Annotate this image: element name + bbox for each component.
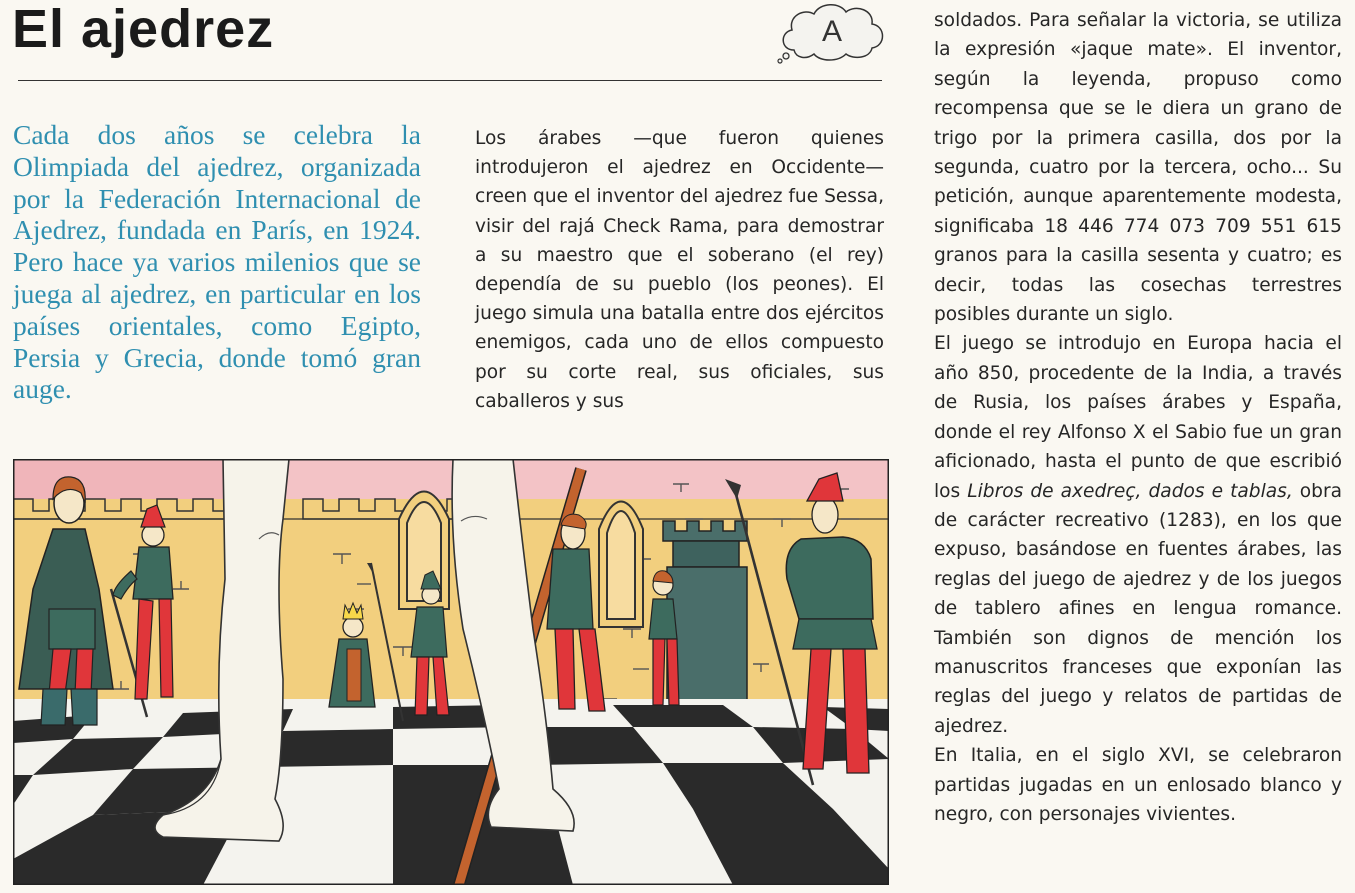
- column-2-paragraph: Los árabes —que fueron quienes introdujeron el ajedrez en Occidente— creen que el inventor del ajedrez fue Sessa, visir del rajá Check Rama, para demostrar a su maestro que el soberano (el rey) dependía de su pueblo (los peones). El juego simula una batalla entre dos ejércitos enemigos, cada uno de ellos compuesto por su corte real, sus oficiales, sus caballeros y sus: [475, 128, 884, 412]
- intro-paragraph: Cada dos años se celebra la Olimpiada del ajedrez, organizada por la Federación Internacional de Ajedrez, fundada en París, en 1924. Pero hace ya varios milenios que se juega al ajedrez, en particular en los países orientales, como Egipto, Persia y Grecia, donde tomó gran auge.: [13, 119, 421, 405]
- column-3-paragraph-1: soldados. Para señalar la victoria, se utiliza la expresión «jaque mate». El inventor, según la leyenda, propuso como recompensa que se le diera un grano de trigo por la primera casilla, dos por la segunda, cuatro por la tercera, ocho... Su petición, aunque aparentemente modesta, significaba 18 446 774 073 709 551 615 granos para la casilla sesenta y cuatro; es decir, todas las cosechas terrestres posibles durante un siglo.: [934, 10, 1342, 326]
- book-title: Libros de axedreç, dados e tablas,: [967, 480, 1293, 502]
- column-3-paragraph-3: En Italia, en el siglo XVI, se celebraron partidas jugadas en un enlosado blanco y negro, con personajes vivientes.: [934, 745, 1342, 825]
- column-3: [934, 6, 1342, 829]
- living-chess-illustration: [13, 459, 889, 885]
- title-rule: [18, 80, 882, 81]
- section-badge: [776, 0, 888, 64]
- column-3-paragraph-2: El juego se introdujo en Europa hacia el año 850, procedente de la India, a través de Rusia, los países árabes y España, donde el rey Alfonso X el Sabio fue un gran aficionado, hasta el punto de que escribió los Libros de axedreç, dados e tablas, obra de carácter recreativo (1283), en los que expuso, basándose en fuentes árabes, las reglas del juego de ajedrez y de los juegos de tablero afines en lengua romance. También son dignos de mención los manuscritos franceses que exponían las reglas del juego y relatos de partidas de ajedrez.: [934, 333, 1342, 737]
- badge-letter: A: [821, 15, 843, 48]
- page-title: El ajedrez: [12, 0, 275, 59]
